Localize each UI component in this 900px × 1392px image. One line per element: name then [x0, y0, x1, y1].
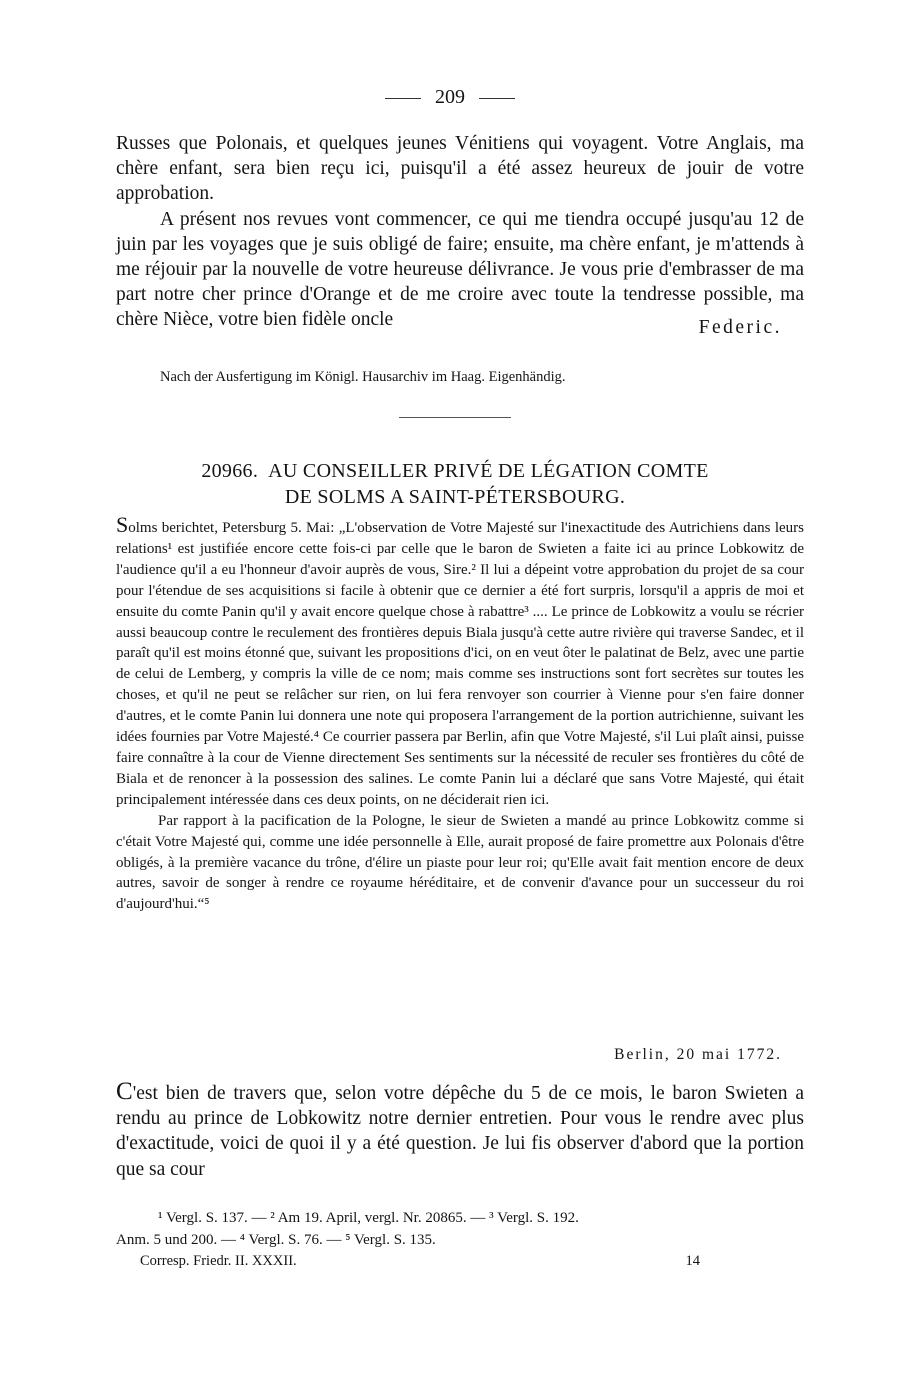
footer-signature-mark: 14	[685, 1253, 700, 1269]
title-line-2: DE SOLMS A SAINT-PÉTERSBOURG.	[284, 486, 626, 508]
title-text-1: AU CONSEILLER PRIVÉ DE LÉGATION COMTE	[268, 460, 709, 482]
signature: Federic.	[698, 317, 782, 339]
page-header	[0, 86, 900, 109]
document-title	[120, 458, 790, 510]
summary-block	[116, 512, 804, 915]
closing-text: chère Nièce, votre bien fidèle oncle	[116, 309, 394, 331]
source-note: Nach der Ausfertigung im Königl. Hausarchiv im Haag. Eigenhändig.	[160, 369, 566, 385]
title-line-1	[120, 458, 790, 484]
closing-line	[116, 307, 804, 339]
footnote-line-2: Anm. 5 und 200. — ⁴ Vergl. S. 76. — ⁵ Vergl. S. 135.	[116, 1232, 436, 1248]
document-number: 20966.	[201, 460, 259, 482]
letter-paragraph	[116, 1079, 804, 1182]
letter-continuation	[116, 131, 804, 339]
letter-paragraph-text: 'est bien de travers que, selon votre dépêche du 5 de ce mois, le baron Swieten a rendu au prince de Lobkowitz notre dernier entretien. Pour vous le rendre avec plus d'exactitude, voici de quoi il y a été question. Je lui fis observer d'abord que la portion que sa cour	[116, 1083, 804, 1180]
footer-volume: Corresp. Friedr. II. XXXII.	[140, 1253, 297, 1269]
footnote-line-1: ¹ Vergl. S. 137. — ² Am 19. April, vergl. Nr. 20865. — ³ Vergl. S. 192.	[158, 1210, 579, 1226]
continuation-paragraph-2: A présent nos revues vont commencer, ce qui me tiendra occupé jusqu'au 12 de juin par les voyages que je suis obligé de faire; ensuite, ma chère enfant, je m'attends à me réjouir par la nouvelle de votre heureuse délivrance. Je vous prie d'embrasser de ma part notre cher prince d'Orange et de me croire avec toute la tendresse possible, ma	[116, 208, 804, 306]
summary-paragraph-2: Par rapport à la pacification de la Pologne, le sieur de Swieten a mandé au prince Lobkowitz comme si c'était Votre Majesté qui, comme une idée personnelle à Elle, aurait proposé de faire promettre aux Polonais d'être obligés, à la première vacance du trône, d'élire un piaste pour leur roi; qu'Elle avait fait mention encore de deux autres, savoir de songer à rendre ce royaume héréditaire, et de convenir d'avance pour un successeur du roi d'aujourd'hui.“⁵	[116, 812, 804, 913]
header-dash-left	[385, 98, 421, 99]
page-number: 209	[435, 86, 465, 108]
page-footer	[140, 1253, 700, 1270]
continuation-paragraph-1: Russes que Polonais, et quelques jeunes Vénitiens qui voyagent. Votre Anglais, ma chère enfant, sera bien reçu ici, puisqu'il a été assez heureux de jouir de votre approbation.	[116, 133, 804, 205]
summary-initial: S	[116, 512, 129, 537]
summary-paragraph-1	[116, 512, 804, 811]
header-dash-right	[479, 98, 515, 99]
letter-initial: C	[116, 1078, 133, 1105]
dateline: Berlin, 20 mai 1772.	[614, 1046, 782, 1063]
summary-paragraph-1-text: olms berichtet, Petersburg 5. Mai: „L'observation de Votre Majesté sur l'inexactitude des Autrichiens dans leurs relations¹ est justifiée encore cette fois-ci par celle que le baron de Swieten a faite ici au prince Lobkowitz de l'audience qu'il a eu l'honneur d'avoir auprès de vous, Sire.² Il lui a dépeint votre approbation du projet de sa cour pour l'étendue de ses acquisitions si facile à obtenir que ce dernier a été fort surpris, lorsqu'il a appris de moi et ensuite du comte Panin qu'il y avait encore quelque chose à rabattre³ .... Le prince de Lobkowitz a voulu se récrier aussi beaucoup contre le reculement des frontières depuis Biala jusqu'à cette autre rivière qui traverse Sandec, et il paraît qu'il est moins étonné que, suivant les propositions d'ici, on en veut ôter le palatinat de Belz, avec une partie de celui de Lemberg, y compris la ville de ce nom; mais comme ses instructions sont fort secrètes sur toutes les choses, et qu'il ne peut se relâcher sur rien, on lui fera renvoyer son courrier à Vienne pour s'en faire donner d'autres, et le comte Panin lui donnera une note qui proposera l'arrangement de la portion autrichienne, suivant les idées fournies par Votre Majesté.⁴ Ce courrier passera par Berlin, afin que Votre Majesté, s'il Lui plaît ainsi, puisse faire connaître à la cour de Vienne directement Ses sentiments sur la nécessité de reculer ses frontières du côté de Biala et de renoncer à la possession des salines. Le comte Panin lui a déclaré que sans Votre Majesté, qui était principalement intéressée dans ces deux points, on ne déciderait rien ici.	[116, 520, 804, 808]
letter-body	[116, 1079, 804, 1182]
footnotes	[116, 1207, 804, 1251]
section-divider	[399, 417, 511, 418]
